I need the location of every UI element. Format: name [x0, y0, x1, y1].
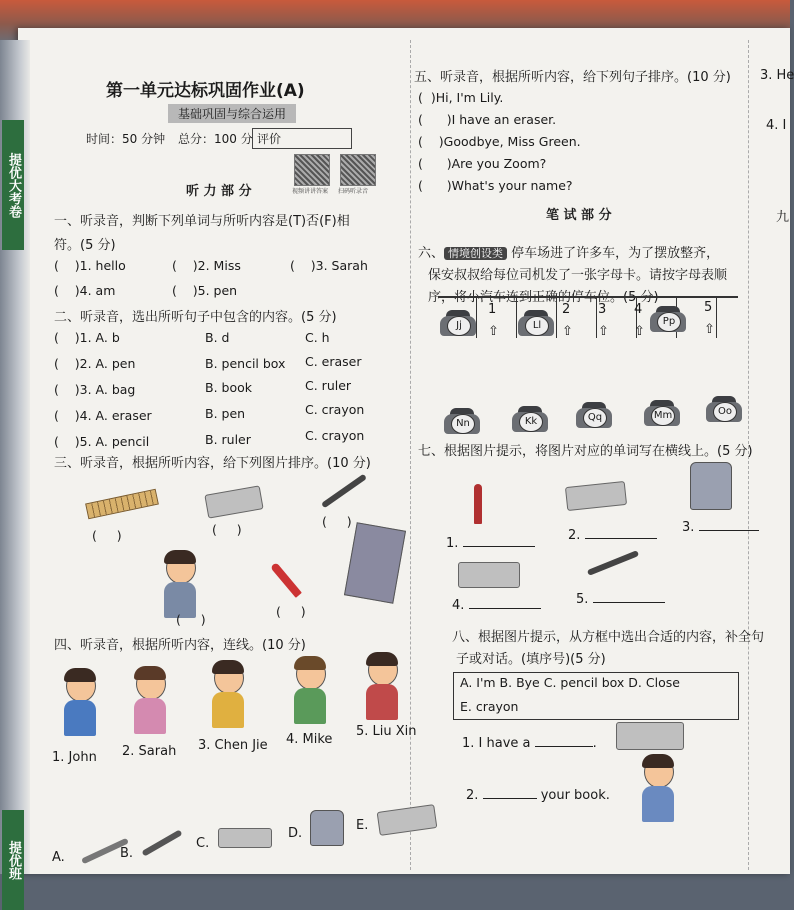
q3-instruction: 三、听录音，根据所听内容，给下列图片排序。(10 分) [54, 456, 371, 471]
answer-line[interactable] [593, 602, 665, 603]
child-mike-icon [288, 658, 332, 728]
qr-label: 视频讲讲答案 [292, 188, 329, 195]
scenario-tag: 情境创设类 [444, 247, 507, 260]
evaluation-box [252, 128, 352, 149]
q8-instruction-cont: 子或对话。(填序号)(5 分) [456, 652, 606, 667]
car-icon[interactable] [512, 406, 548, 436]
parking-lot [438, 296, 738, 350]
q5-item[interactable]: ( )Goodbye, Miss Green. [418, 134, 581, 149]
evaluation-label: 评价 [257, 132, 282, 146]
qr-code-icon[interactable] [294, 154, 330, 186]
q1-item[interactable]: ( )3. Sarah [290, 258, 368, 273]
car-letter: Qq [583, 408, 607, 428]
pencil-box-icon [218, 828, 272, 848]
up-arrow-icon: ⇧ [634, 324, 645, 339]
q5-item[interactable]: ( )I have an eraser. [418, 112, 557, 127]
car-letter: Mm [651, 406, 675, 426]
word-bank-line: E. crayon [460, 699, 519, 714]
q3-answer-slot[interactable]: ( ) [276, 604, 306, 619]
q8-instruction: 八、根据图片提示，从方框中选出合适的内容，补全句 [452, 630, 765, 645]
total-score: 总分：100 分 [178, 132, 253, 146]
q2-option[interactable]: C. ruler [305, 378, 352, 393]
q7-num: 4. [452, 598, 541, 613]
slot-divider [516, 298, 517, 338]
q2-option[interactable]: B. book [205, 380, 252, 395]
car-icon[interactable] [706, 396, 742, 426]
child-john-icon [58, 670, 102, 740]
word-bank-line: A. I'm B. Bye C. pencil box D. Close [460, 675, 680, 690]
q4-name: 4. Mike [286, 732, 333, 747]
car-letter: Oo [713, 402, 737, 422]
q7-instruction: 七、根据图片提示，将图片对应的单词写在横线上。(5 分) [418, 444, 753, 459]
q2-option[interactable]: C. eraser [305, 354, 362, 369]
child-sarah-icon [128, 668, 172, 738]
bag-icon [310, 810, 344, 846]
q7-num: 1. [446, 536, 535, 551]
q6-instruction-cont2: 序，将小汽车连到正确的停车位。(5 分) [428, 290, 659, 305]
spine-label: 提优大考卷 [2, 120, 24, 250]
car-icon[interactable] [644, 400, 680, 430]
edge-text: 3. He [760, 68, 794, 83]
up-arrow-icon: ⇧ [704, 322, 715, 337]
q5-instruction: 五、听录音，根据所听内容，给下列句子排序。(10 分) [414, 70, 731, 85]
written-heading: 笔 试 部 分 [546, 208, 612, 223]
q2-option[interactable]: C. crayon [305, 402, 365, 417]
car-icon [518, 310, 554, 340]
answer-line[interactable] [483, 798, 537, 799]
slot-number[interactable]: 2 [562, 302, 571, 317]
edge-text: 4. I [766, 118, 787, 133]
page-title: 第一单元达标巩固作业(A) [106, 81, 305, 101]
slot-divider [596, 298, 597, 338]
page-subtitle: 基础巩固与综合运用 [168, 104, 296, 123]
answer-line[interactable] [469, 608, 541, 609]
car-letter: Nn [451, 414, 475, 434]
slot-number[interactable]: 1 [488, 302, 497, 317]
up-arrow-icon: ⇧ [488, 324, 499, 339]
pencil-box-icon [458, 562, 520, 588]
q4-name: 5. Liu Xin [356, 724, 417, 739]
q2-option[interactable]: B. ruler [205, 432, 251, 447]
up-arrow-icon: ⇧ [562, 324, 573, 339]
crayon-icon [474, 484, 482, 524]
q1-item[interactable]: ( )4. am [54, 283, 116, 298]
answer-line[interactable] [699, 530, 759, 531]
q5-item[interactable]: ( )Hi, I'm Lily. [418, 90, 504, 105]
spine-label-bottom: 提优班 [2, 810, 24, 910]
q3-answer-slot[interactable]: ( ) [322, 514, 352, 529]
car-icon[interactable] [576, 402, 612, 432]
book-spine [0, 40, 30, 880]
q6-instruction-cont: 保安叔叔给每位司机发了一张字母卡。请按字母表顺 [428, 268, 728, 283]
slot-number[interactable]: 4 [634, 302, 643, 317]
q1-instruction-cont: 符。(5 分) [54, 238, 116, 253]
slot-divider [476, 298, 477, 338]
q4-letter: E. [356, 818, 369, 833]
slot-number[interactable]: 5 [704, 300, 713, 315]
child-closing-book-icon [636, 756, 680, 826]
q1-instruction: 一、听录音，判断下列单词与所听内容是(T)否(F)相 [54, 214, 350, 229]
q7-num: 5. [576, 592, 665, 607]
car-letter: Pp [657, 312, 681, 332]
answer-line[interactable] [585, 538, 657, 539]
q2-option[interactable]: C. crayon [305, 428, 365, 443]
q2-row[interactable]: ( )3. A. bag [54, 382, 136, 397]
bag-icon [690, 462, 732, 510]
listening-heading: 听 力 部 分 [186, 184, 252, 199]
car-letter: Kk [519, 412, 543, 432]
slot-number[interactable]: 3 [598, 302, 607, 317]
q5-item[interactable]: ( )Are you Zoom? [418, 156, 547, 171]
q3-answer-slot[interactable]: ( ) [176, 612, 206, 627]
up-arrow-icon: ⇧ [598, 324, 609, 339]
q7-num: 3. [682, 520, 759, 535]
q2-option[interactable]: B. pencil box [205, 356, 286, 371]
q6-instruction: 六、 情境创设类 停车场进了许多车，为了摆放整齐， [418, 246, 720, 261]
word-bank [453, 672, 739, 720]
q3-answer-slot[interactable]: ( ) [212, 522, 242, 537]
q4-instruction: 四、听录音，根据所听内容，连线。(10 分) [54, 638, 306, 653]
q4-letter: B. [120, 846, 134, 861]
answer-line[interactable] [463, 546, 535, 547]
time-limit: 时间：50 分钟 [86, 132, 166, 146]
q2-row[interactable]: ( )1. A. b [54, 330, 120, 345]
car-icon [440, 310, 476, 340]
answer-line[interactable] [535, 746, 593, 747]
q8-sentence-2: 2. your book. [466, 788, 610, 803]
q4-name: 3. Chen Jie [198, 738, 268, 753]
q4-letter: C. [196, 836, 210, 851]
q8-sentence-1: 1. I have a . [462, 736, 597, 751]
q2-row[interactable]: ( )2. A. pen [54, 356, 136, 371]
q4-name: 2. Sarah [122, 744, 177, 759]
q1-item[interactable]: ( )2. Miss [172, 258, 241, 273]
q4-letter: D. [288, 826, 303, 841]
column-divider [410, 40, 411, 870]
q2-row[interactable]: ( )5. A. pencil [54, 434, 150, 449]
slot-divider [556, 298, 557, 338]
qr-label: 扫码听录音 [338, 188, 369, 195]
qr-code-icon[interactable] [340, 154, 376, 186]
q4-name: 1. John [52, 750, 97, 765]
q1-item[interactable]: ( )5. pen [172, 283, 238, 298]
q2-option[interactable]: B. pen [205, 406, 246, 421]
q2-option[interactable]: C. h [305, 330, 330, 345]
q2-instruction: 二、听录音，选出所听句子中包含的内容。(5 分) [54, 310, 337, 325]
edge-text: 九 [776, 210, 790, 225]
pencil-box-icon [616, 722, 684, 750]
q4-letter: A. [52, 850, 65, 865]
child-liu-xin-icon [360, 654, 404, 724]
q3-answer-slot[interactable]: ( ) [92, 528, 122, 543]
q5-item[interactable]: ( )What's your name? [418, 178, 573, 193]
q2-row[interactable]: ( )4. A. eraser [54, 408, 152, 423]
car-letter: Jj [447, 316, 471, 336]
q2-option[interactable]: B. d [205, 330, 230, 345]
child-chen-jie-icon [206, 662, 250, 732]
car-icon[interactable] [444, 408, 480, 438]
car-icon [650, 306, 686, 336]
q1-item[interactable]: ( )1. hello [54, 258, 126, 273]
slot-divider [716, 298, 717, 338]
q7-num: 2. [568, 528, 657, 543]
car-letter: Ll [525, 316, 549, 336]
